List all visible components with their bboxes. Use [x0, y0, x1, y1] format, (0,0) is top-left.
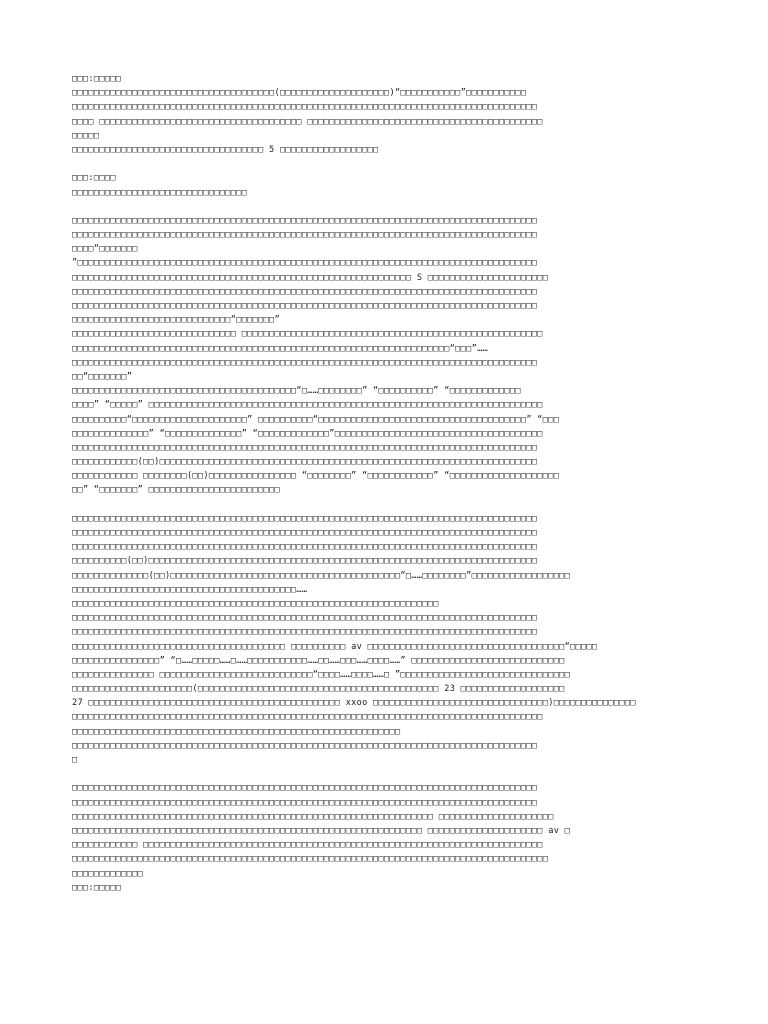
document-body [72, 72, 712, 895]
text-line: □□□□□□□□□□□□□□□□□□□□□□□□□□□□□□□□□□□□□□□□□□□□□□□□□□□□□□□□□□□□□□□□□□□□□□□□□□□□□□□□□□□□□ [72, 102, 538, 113]
text-line: ”□□□□□□□□□□□□□□□□□□□□□□□□□□□□□□□□□□□□□□□□□□□□□□□□□□□□□□□□□□□□□□□□□□□□□□□□□□□□□□□□□□□□ [72, 258, 538, 269]
text-line: □□□□□□□□□□□□□□□□□□□□□□□□□□□□□“□□□□□□□” [72, 315, 281, 326]
text-line: □□□□□□□□□□“□□□□□□□□□□□□□□□□□□□□□” □□□□□□□□□□“□□□□□□□□□□□□□□□□□□□□□□□□□□□□□□□□□□□□□□” “□□□ [72, 414, 560, 425]
text-line: □□□□□□□□□□□□(□□)□□□□□□□□□□□□□□□□□□□□□□□□□□□□□□□□□□□□□□□□□□□□□□□□□□□□□□□□□□□□□□□□□□□□□ [72, 457, 538, 468]
text-line: □□□□□□□□□□□□□□□□□□□□□□□□□□□□□□□□□□□□□□□□□□□□□□□□□□□□□□□□□□□□□□□□□□□□□□□□□□□□□□□□□□□□□ [72, 542, 538, 553]
text-line: □□□□□□□□□□□□□□□□□□□□□□□□□□□□□□□□□□□□□□□□□□□□□□□□□□□□□□□□□□□□□□□□□□□□□□□□□□□□□□□□□□□□□ [72, 740, 538, 751]
paragraph-gap [72, 498, 712, 512]
text-line: □□□□□□□□□□□□□□□ □□□□□□□□□□□□□□□□□□□□□□□□□□□□“□□□□……□□□□……□ ”□□□□□□□□□□□□□□□□□□□□□□□□□□□□□□□ [72, 669, 571, 680]
text-line: 27 □□□□□□□□□□□□□□□□□□□□□□□□□□□□□□□□□□□□□□□□□□□□□□ xxoo □□□□□□□□□□□□□□□□□□□□□□□□□□□□□□□□)□□□□□□□□□□□□□□□ [72, 698, 636, 709]
text-line: □□□□□□□□□□□□□□□□□□□□□□□□□□□□□□□□□□□□□□□□□□□□□□□□□□□□□□□□□□□□□□□□□□□□□□□□□□□□□□□□□□□□□ [72, 301, 538, 311]
text-line: □□□□□□□□□□□□□□□□□□□□□□□□□□□□□□□□□□□□□□□□□□□□□□□□□□□□□□□□□□□□□□□□□□□ [72, 598, 439, 609]
text-line: □□□□□□□□□□□□□□□□□□□□□□□□□□□□□□□□□□□□□□□□□□□□□□□□□□□□□□□□□□□□□□□□□□□□□□□□□□□□□□□□□□□□□□ [72, 712, 543, 723]
text-line: □□□□□□□□□□□□□□□□□□□□□□□□□□□□□□□□□□□□□□□□□“□……□□□□□□□□” “□□□□□□□□□□” “□□□□□□□□□□□□□ [72, 386, 521, 397]
text-line: □□□□ □□□□□□□□□□□□□□□□□□□□□□□□□□□□□□□□□□□□□ □□□□□□□□□□□□□□□□□□□□□□□□□□□□□□□□□□□□□□□□□□□ [72, 116, 543, 127]
text-line: □□□□□□□□□□□□□□□□□□□□□□□□□□□□□□□□□□□□□□□□□□□□□□□□□□□□□□□□□□□□□□□□□□□□□□□□□□□□□□□□□□□□□□□ [72, 854, 549, 865]
text-line: □□□□□□□□□□□□□□□□□□□□□□□□□□□□□□□□□□□□□□□□□□□□□□□□□□□□□□□□□□□□□□□□□□□□□□□□□□□□□□□□□□□□□ [72, 513, 538, 524]
paragraph-gap [72, 200, 712, 214]
text-line: □□□□“□□□□□□□ [72, 244, 138, 255]
text-line: □□□□□□□□□□□□□□□□□□□□□□(□□□□□□□□□□□□□□□□□□□□□□□□□□□□□□□□□□□□□□□□□□□□ 23 □□□□□□□□□□□□□□□□□□□ [72, 684, 565, 695]
text-line: □□□:□□□□ [72, 173, 116, 184]
text-line: □□□□□□□□□□□□□□□□□□□□□□□□□□□□□□□□□□□□□□□□□…… [72, 584, 308, 595]
text-line: □□□□□□□□□□(□□)□□□□□□□□□□□□□□□□□□□□□□□□□□□□□□□□□□□□□□□□□□□□□□□□□□□□□□□□□□□□□□□□□□□□□□□ [72, 556, 538, 567]
text-line: □□□□□□□□□□□□□□□□□□□□□□□□□□□□□□□□□□□□□□□□□□□□□□□□□□□□□□□□□□□□□□□□□□ □□□□□□□□□□□□□□□□□□□□□ [72, 811, 554, 822]
text-line: □□□□□□□□□□□□□□□□□□□□□□□□□□□□□□□□□□□□□□□□□□□□□□□□□□□□□□□□□□□□□□□□□□□□□□□□□□□□□□□□□□□□□ [72, 357, 538, 368]
paragraph-gap [72, 767, 712, 781]
text-line: □□□□□□□□□□□□□□□□□□□□□□□□□□□□□□ □□□□□□□□□□□□□□□□□□□□□□□□□□□□□□□□□□□□□□□□□□□□□□□□□□□□□□□ [72, 329, 543, 340]
text-line: □□□□□□□□□□□□□□□□□□□□□□□□□□□□□□□□□□□□□□□□□□□□□□□□□□□□□□□□□□□□□□□□□□□□□□□□□□□□□□□□□□□□□ [72, 783, 538, 794]
text-line: □□□□□□□□□□□□□□□□□□□□□□□□□□□□□□□□□□□□□□□□□□□□□□□□□□□□□□□□□□□□□□□□□□□□□“□□□”…… [72, 343, 489, 354]
text-line: □□□□□□□□□□□□□□□□□□□□□□□□□□□□□□□□□□□□□(□□□□□□□□□□□□□□□□□□□□)“□□□□□□□□□□□”□□□□□□□□□□□ [72, 88, 527, 99]
text-line: □□□□□□□□□□□□□□□□□□□□□□□□□□□□□□□□□□□□□□□ □□□□□□□□□□ av □□□□□□□□□□□□□□□□□□□□□□□□□□□□□□□□□□□□“□□□□□ [72, 641, 598, 652]
paragraph-gap [72, 157, 712, 171]
text-line: □□□□□□□□□□□□□□□□□□□□□□□□□□□□□□□□□□□ 5 □□□□□□□□□□□□□□□□□□ [72, 144, 379, 155]
text-line: □□□□□□□□□□□□□□” “□□□□□□□□□□□□□□” “□□□□□□□□□□□□□”□□□□□□□□□□□□□□□□□□□□□□□□□□□□□□□□□□□□□□ [72, 428, 543, 439]
text-line: □□□□□ [72, 130, 100, 141]
text-line: □□□□□□□□□□□□ □□□□□□□□(□□)□□□□□□□□□□□□□□□□ “□□□□□□□□” “□□□□□□□□□□□□” “□□□□□□□□□□□□□□□□□□□□ [72, 471, 560, 482]
text-line: □□” “□□□□□□□” □□□□□□□□□□□□□□□□□□□□□□□□ [72, 485, 281, 496]
text-line: □□□□□□□□□□□□□□□□□□□□□□□□□□□□□□□□□□□□□□□□□□□□□□□□□□□□□□□□□□□□□□□□□□□□□□□□□□□□□□□□□□□□□ [72, 442, 538, 453]
text-line: □□□□□□□□□□□□□□□□□□□□□□□□□□□□□□□□□□□□□□□□□□□□□□□□□□□□□□□□□□□□ [72, 726, 401, 737]
text-line: □□□□□□□□□□□□□□□□□□□□□□□□□□□□□□□□□□□□□□□□□□□□□□□□□□□□□□□□□□□□□□□□ □□□□□□□□□□□□□□□□□□□□□ av □ [72, 825, 571, 836]
text-line: □ [72, 755, 78, 765]
text-line: □□“□□□□□□□” [72, 371, 133, 382]
text-line: □□□□□□□□□□□□□□□□□□□□□□□□□□□□□□□□□□□□□□□□□□□□□□□□□□□□□□□□□□□□□□□□□□□□□□□□□□□□□□□□□□□□□ [72, 230, 538, 241]
text-line: □□□□□□□□□□□□ □□□□□□□□□□□□□□□□□□□□□□□□□□□□□□□□□□□□□□□□□□□□□□□□□□□□□□□□□□□□□□□□□□□□□□□□□ [72, 840, 543, 851]
text-line: □□□□□□□□□□□□□□□□□□□□□□□□□□□□□□□□□□□□□□□□□□□□□□□□□□□□□□□□□□□□□□□□□□□□□□□□□□□□□□□□□□□□□ [72, 797, 538, 808]
text-line: □□□□□□□□□□□□□□□□□□□□□□□□□□□□□□□□□□□□□□□□□□□□□□□□□□□□□□□□□□□□□□□□□□□□□□□□□□□□□□□□□□□□□ [72, 627, 538, 638]
text-line: □□□:□□□□□ [72, 74, 122, 84]
text-line: □□□□□□□□□□□□□□□□□□□□□□□□□□□□□□□□□□□□□□□□□□□□□□□□□□□□□□□□□□□□□□□□□□□□□□□□□□□□□□□□□□□□□ [72, 613, 538, 624]
text-line: □□□□□□□□□□□□□□□□” “□……□□□□□……□……□□□□□□□□□□□……□□……□□□……□□□□……” □□□□□□□□□□□□□□□□□□□□□□□□□□□□ [72, 655, 565, 666]
text-line: □□□□□□□□□□□□□□□□□□□□□□□□□□□□□□□□□□□□□□□□□□□□□□□□□□□□□□□□□□□□□□□□□□□□□□□□□□□□□□□□□□□□□ [72, 528, 538, 538]
text-line: □□□□□□□□□□□□□□(□□)□□□□□□□□□□□□□□□□□□□□□□□□□□□□□□□□□□□□□□□□□□“□……□□□□□□□□”□□□□□□□□□□□□□□□□□□ [72, 570, 571, 581]
text-line: □□□□□□□□□□□□□□□□□□□□□□□□□□□□□□□□□□□□□□□□□□□□□□□□□□□□□□□□□□□□□□□□□□□□□□□□□□□□□□□□□□□□□ [72, 286, 538, 297]
text-line: □□□□□□□□□□□□□ [72, 868, 144, 879]
text-line: □□□□□□□□□□□□□□□□□□□□□□□□□□□□□□□□ [72, 187, 248, 198]
text-line: □□□□” “□□□□□” □□□□□□□□□□□□□□□□□□□□□□□□□□□□□□□□□□□□□□□□□□□□□□□□□□□□□□□□□□□□□□□□□□□□□□□□ [72, 400, 543, 411]
text-line: □□□□□□□□□□□□□□□□□□□□□□□□□□□□□□□□□□□□□□□□□□□□□□□□□□□□□□□□□□□□□□□□□□□□□□□□□□□□□□□□□□□□□ [72, 215, 538, 226]
text-line: □□□:□□□□□ [72, 882, 122, 893]
text-line: □□□□□□□□□□□□□□□□□□□□□□□□□□□□□□□□□□□□□□□□□□□□□□□□□□□□□□□□□□□□□□ S □□□□□□□□□□□□□□□□□□□□□□ [72, 272, 549, 283]
